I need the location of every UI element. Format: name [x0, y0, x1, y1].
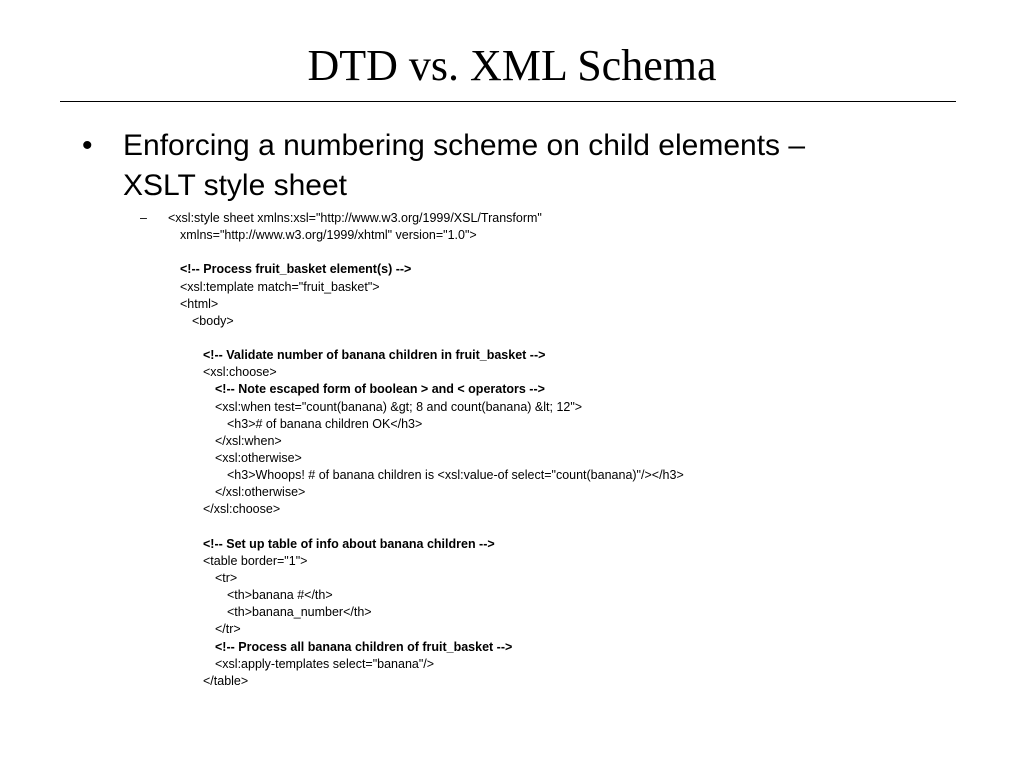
code-line — [140, 399, 1000, 416]
code-text: <table border="1"> — [203, 553, 308, 568]
code-blank-line — [140, 330, 1000, 347]
code-text: <!-- Set up table of info about banana children --> — [203, 536, 495, 551]
code-line — [140, 210, 1000, 227]
code-text: <h3># of banana children OK</h3> — [227, 416, 423, 431]
code-comment-line — [140, 536, 1000, 553]
code-text: <xsl:style sheet xmlns:xsl="http://www.w3.org/1999/XSL/Transform" — [168, 211, 542, 225]
code-text: <xsl:apply-templates select="banana"/> — [215, 656, 435, 671]
code-text: xmlns="http://www.w3.org/1999/xhtml" version="1.0"> — [180, 228, 477, 243]
code-text: </xsl:otherwise> — [215, 485, 306, 500]
code-line — [140, 673, 1000, 690]
code-line — [140, 279, 1000, 296]
code-text: <!-- Validate number of banana children in fruit_basket --> — [203, 348, 546, 363]
code-line — [140, 364, 1000, 381]
code-listing — [140, 210, 1000, 690]
code-text: </xsl:choose> — [203, 502, 281, 517]
code-line — [140, 621, 1000, 638]
bullet-marker: • — [82, 129, 93, 162]
code-comment-line — [140, 261, 1000, 278]
bullet-line: Enforcing a numbering scheme on child elements – — [123, 129, 806, 162]
code-text: <xsl:otherwise> — [215, 450, 302, 465]
bullet-text — [123, 126, 923, 206]
code-text: </xsl:when> — [215, 433, 282, 448]
code-text: <body> — [192, 313, 234, 328]
code-line — [140, 570, 1000, 587]
code-text: <!-- Process all banana children of fruit_basket --> — [215, 639, 513, 654]
sub-bullet-marker: – — [140, 211, 147, 225]
code-comment-line — [140, 639, 1000, 656]
slide-title: DTD vs. XML Schema — [307, 41, 717, 90]
code-line — [140, 656, 1000, 673]
code-text: <xsl:choose> — [203, 365, 277, 380]
code-blank-line — [140, 519, 1000, 536]
code-text: <h3>Whoops! # of banana children is <xsl:value-of select="count(banana)"/></h3> — [227, 468, 684, 483]
code-line — [140, 484, 1000, 501]
code-line — [140, 553, 1000, 570]
code-text: </tr> — [215, 622, 241, 637]
code-text: <xsl:when test="count(banana) &gt; 8 and count(banana) &lt; 12"> — [215, 399, 583, 414]
code-line — [140, 416, 1000, 433]
code-line — [140, 604, 1000, 621]
code-line — [140, 296, 1000, 313]
code-text: <xsl:template match="fruit_basket"> — [180, 279, 380, 294]
code-text: <th>banana #</th> — [227, 588, 333, 603]
code-line — [140, 433, 1000, 450]
code-comment-line — [140, 347, 1000, 364]
code-text: <tr> — [215, 570, 238, 585]
code-line — [140, 450, 1000, 467]
code-text: <th>banana_number</th> — [227, 605, 372, 620]
title-divider — [60, 101, 956, 102]
code-comment-line — [140, 381, 1000, 398]
code-blank-line — [140, 244, 1000, 261]
code-line — [140, 587, 1000, 604]
bullet-line: XSLT style sheet — [123, 169, 348, 202]
code-line — [140, 313, 1000, 330]
code-line — [140, 227, 1000, 244]
code-line — [140, 467, 1000, 484]
code-text: </table> — [203, 673, 249, 688]
code-line — [140, 501, 1000, 518]
code-text: <!-- Process fruit_basket element(s) --> — [180, 262, 412, 277]
code-text: <html> — [180, 296, 219, 311]
code-text: <!-- Note escaped form of boolean > and < operators --> — [215, 382, 545, 397]
